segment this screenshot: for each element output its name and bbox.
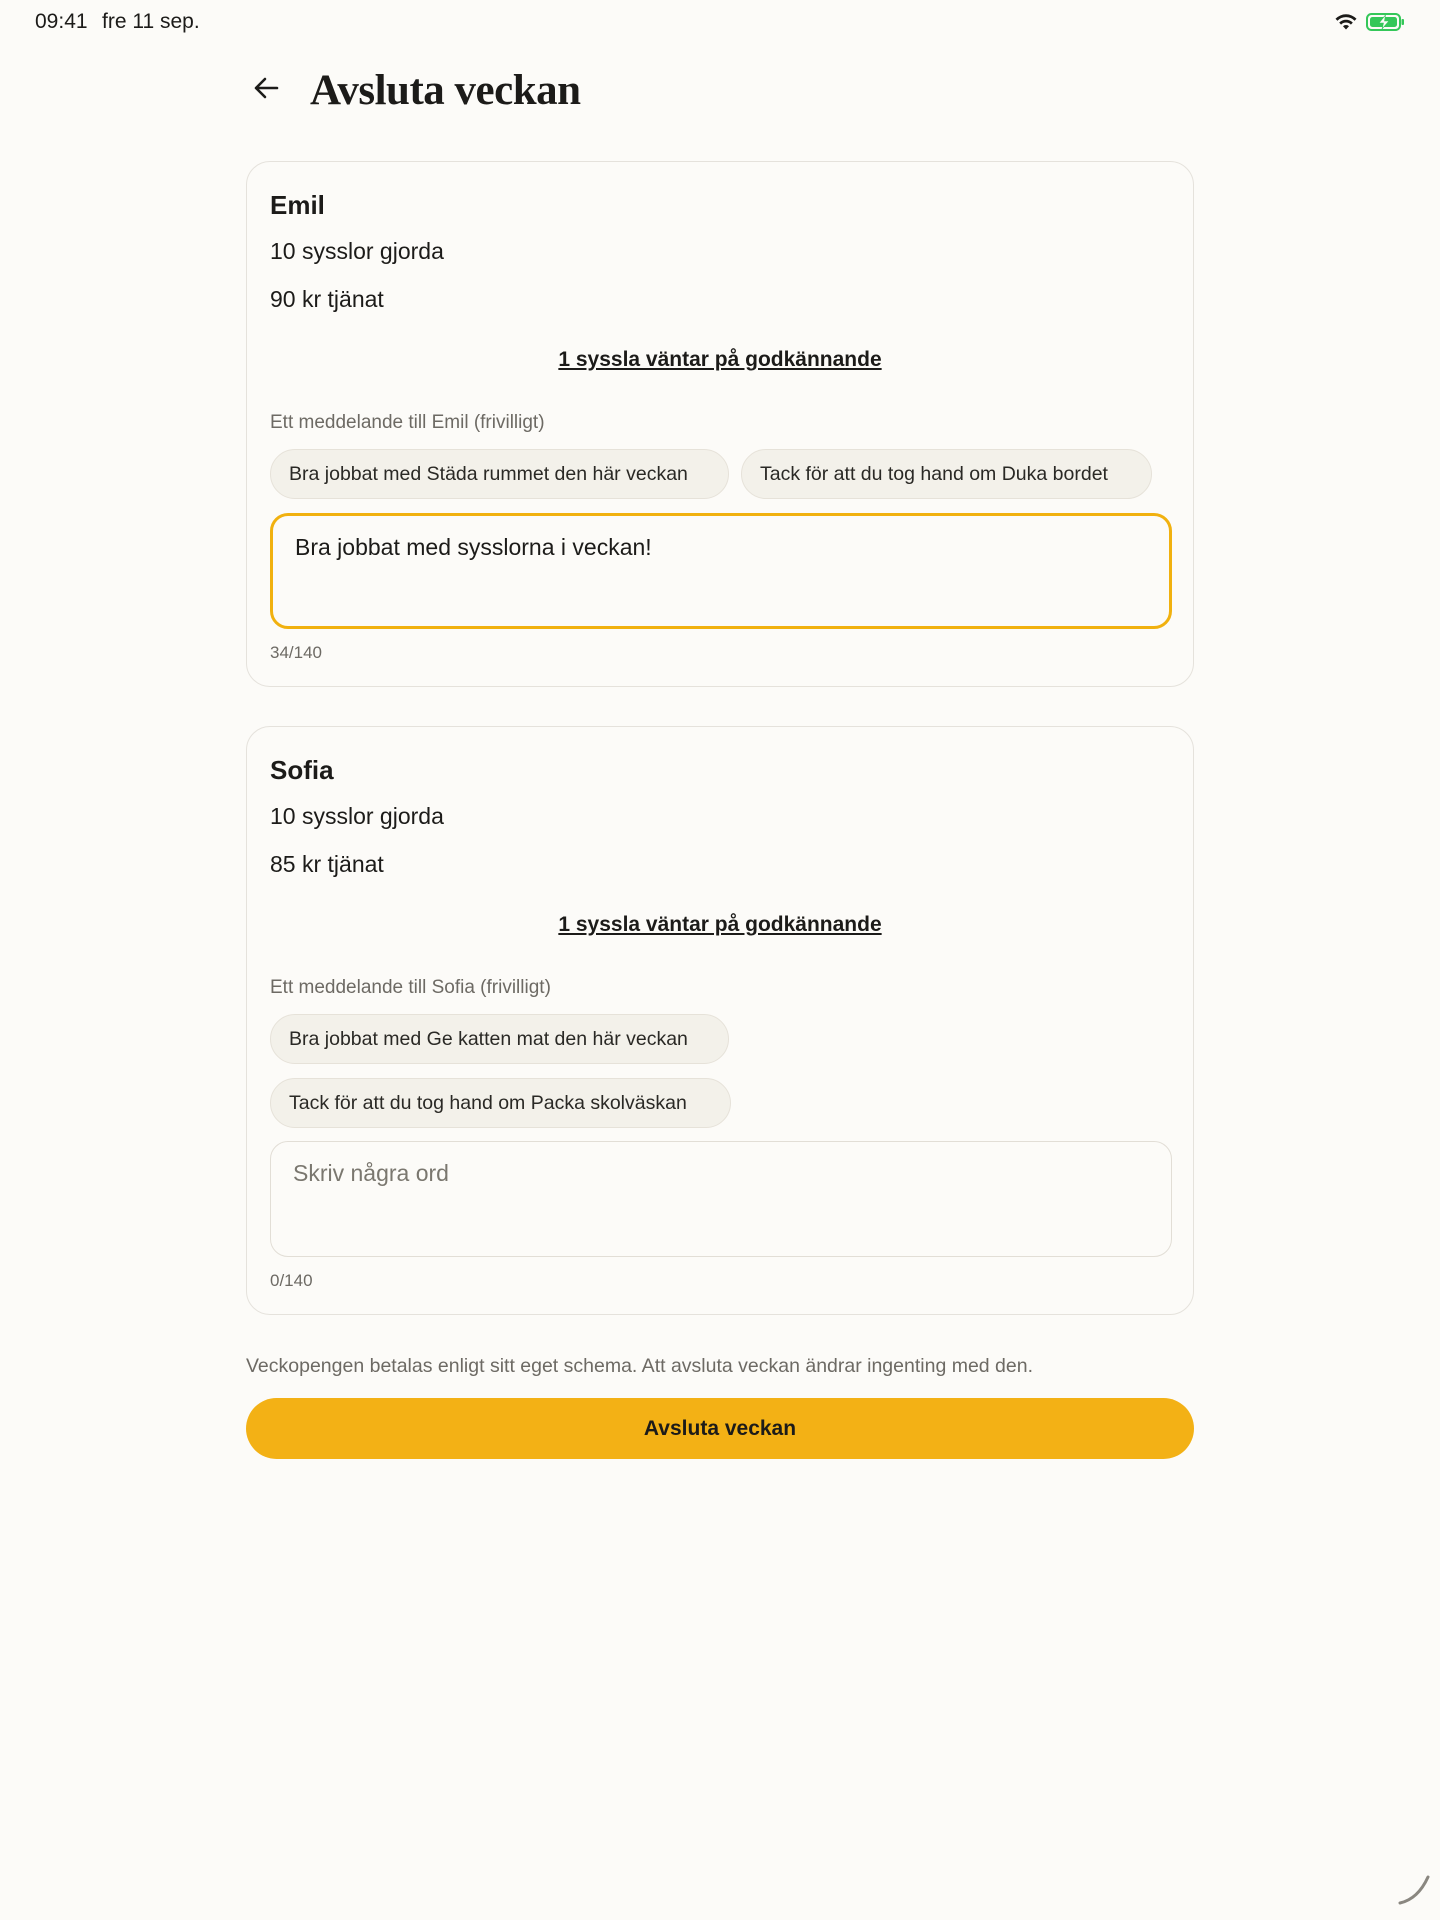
message-label: Ett meddelande till Emil (frivilligt) — [270, 412, 545, 433]
child-card-emil — [246, 161, 1194, 687]
suggestion-chip-label: Tack för att du tog hand om Packa skolväskan — [289, 1091, 687, 1114]
suggestion-chip[interactable] — [270, 1014, 729, 1064]
arrow-left-icon — [252, 74, 280, 107]
allowance-note: Veckopengen betalas enligt sitt eget schema. Att avsluta veckan ändrar ingenting med den. — [246, 1355, 1034, 1377]
earned-amount: 85 kr tjänat — [270, 851, 384, 877]
chores-done: 10 sysslor gjorda — [270, 238, 444, 264]
pending-approval-link[interactable]: 1 syssla väntar på godkännande — [558, 913, 882, 936]
character-counter: 34/140 — [270, 643, 322, 662]
suggestion-chip[interactable] — [741, 449, 1152, 499]
status-time: 09:41 — [35, 10, 88, 33]
wifi-icon — [1334, 13, 1358, 36]
suggestion-chip[interactable] — [270, 449, 729, 499]
pencil-hover-indicator — [1396, 1871, 1432, 1912]
earned-amount: 90 kr tjänat — [270, 286, 384, 312]
battery-charging-icon — [1366, 12, 1406, 37]
child-card-sofia — [246, 726, 1194, 1315]
suggestion-chip-label: Bra jobbat med Städa rummet den här veckan — [289, 462, 688, 485]
status-icons — [1334, 12, 1406, 37]
page-header — [246, 60, 581, 120]
message-input[interactable] — [270, 513, 1172, 629]
status-bar — [0, 0, 1440, 44]
end-week-button[interactable]: Avsluta veckan — [246, 1398, 1194, 1459]
message-input[interactable] — [270, 1141, 1172, 1257]
page-title: Avsluta veckan — [310, 66, 581, 114]
back-button[interactable] — [246, 70, 286, 110]
suggestion-chip-label: Bra jobbat med Ge katten mat den här veckan — [289, 1027, 688, 1050]
child-name: Emil — [270, 190, 325, 220]
chores-done: 10 sysslor gjorda — [270, 803, 444, 829]
pending-approval-link[interactable]: 1 syssla väntar på godkännande — [558, 348, 882, 371]
status-date: fre 11 sep. — [102, 10, 200, 33]
suggestion-chip[interactable] — [270, 1078, 731, 1128]
suggestion-chip-label: Tack för att du tog hand om Duka bordet — [760, 462, 1108, 485]
message-label: Ett meddelande till Sofia (frivilligt) — [270, 977, 551, 998]
child-name: Sofia — [270, 755, 334, 785]
character-counter: 0/140 — [270, 1271, 313, 1290]
